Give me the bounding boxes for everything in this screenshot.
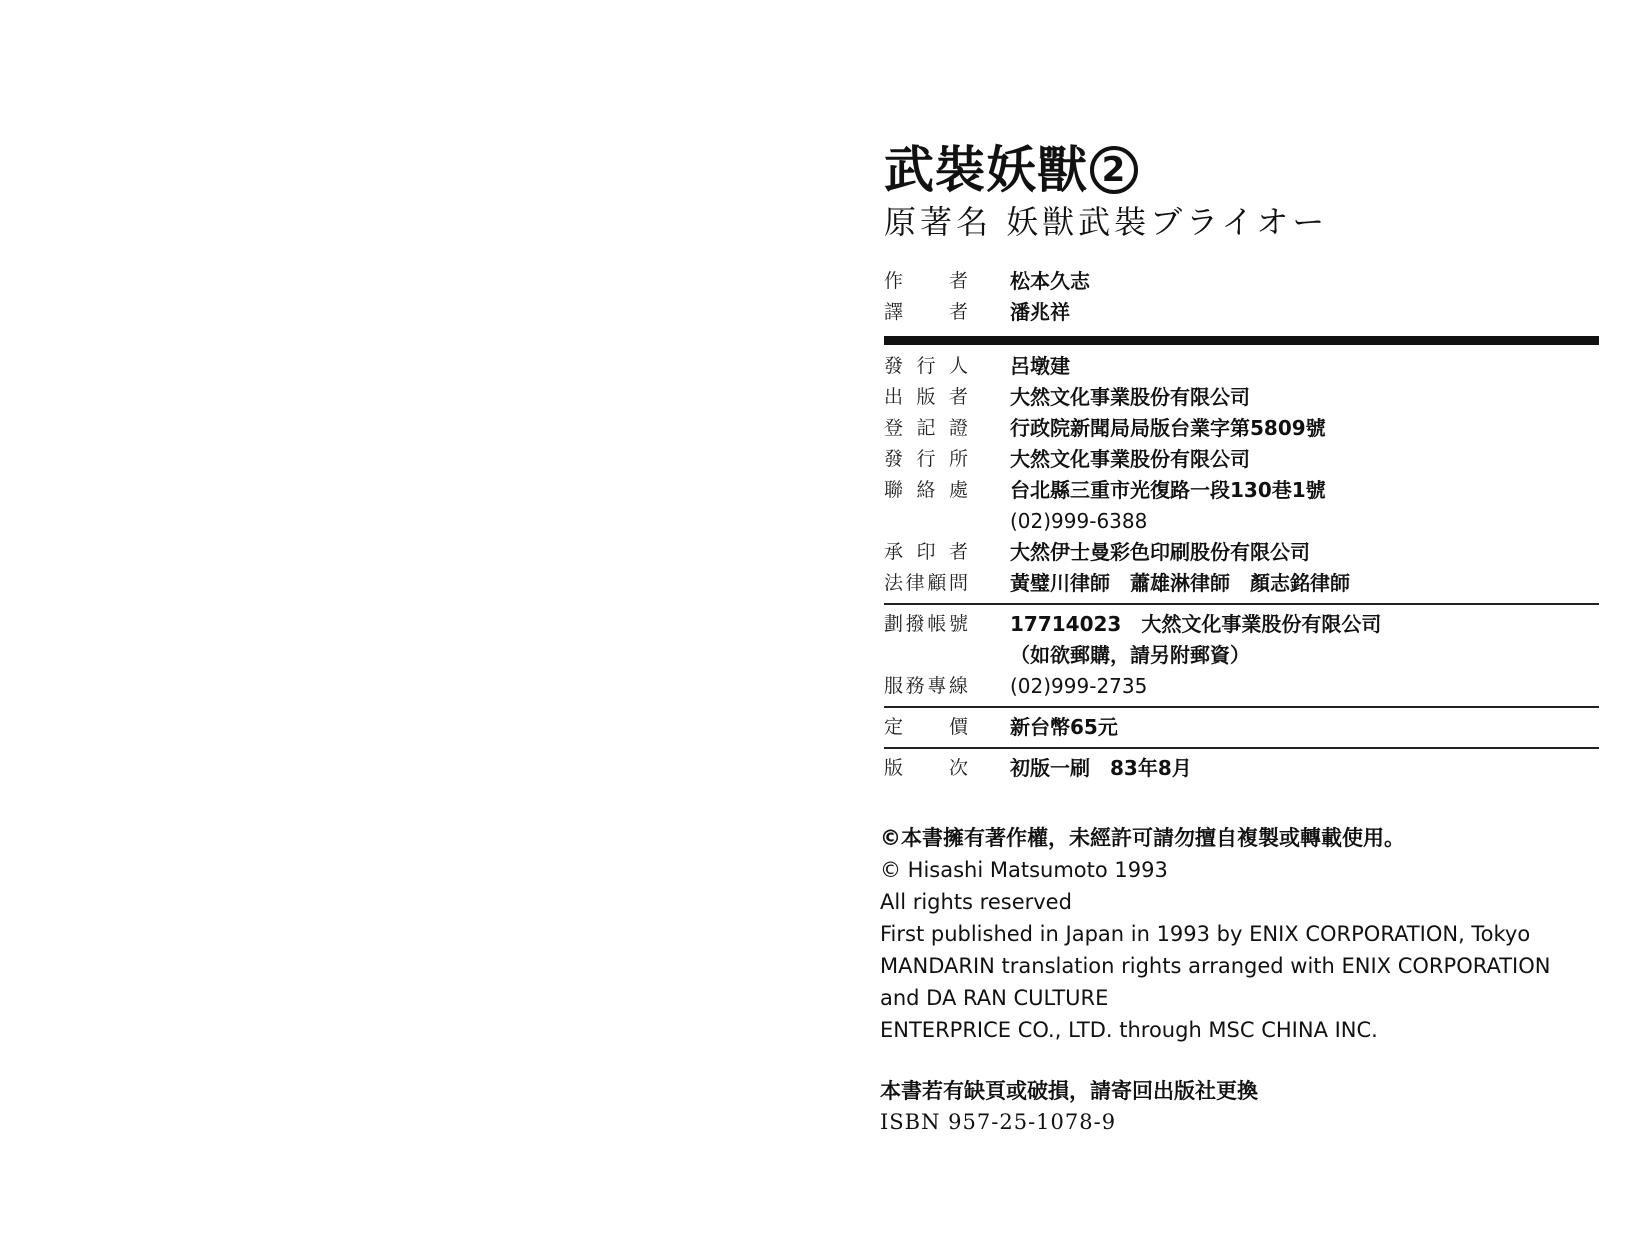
book-title-text: 武裝妖獸 <box>884 141 1088 199</box>
publisher-label: 發行人 <box>884 355 968 377</box>
original-title: 原著名 妖獣武裝ブライオー <box>884 203 1329 241</box>
publisher-value: 台北縣三重市光復路一段130巷1號 <box>1010 478 1326 502</box>
thin-divider <box>884 706 1599 708</box>
colophon-block <box>884 140 1599 784</box>
publisher-value: 大然伊士曼彩色印刷股份有限公司 <box>1010 540 1310 564</box>
credit-value: 潘兆祥 <box>1010 300 1070 324</box>
publisher-section <box>884 351 1599 599</box>
publisher-row <box>884 537 1599 568</box>
book-title <box>884 140 1599 200</box>
payment-row <box>884 640 1599 671</box>
payment-label: 劃撥帳號 <box>884 613 968 635</box>
edition-label: 版 次 <box>884 757 968 779</box>
isbn: ISBN 957-25-1078-9 <box>880 1110 1117 1134</box>
price-label: 定 價 <box>884 716 968 738</box>
copyright-line: ENTERPRICE CO., LTD. through MSC CHINA INC. <box>880 1018 1378 1042</box>
credit-value: 松本久志 <box>1010 269 1090 293</box>
publisher-row <box>884 382 1599 413</box>
payment-row <box>884 609 1599 640</box>
publisher-label: 承印者 <box>884 541 968 563</box>
thin-divider <box>884 603 1599 605</box>
publisher-row <box>884 475 1599 506</box>
thin-divider <box>884 747 1599 749</box>
publisher-value: 行政院新聞局局版台業字第5809號 <box>1010 416 1326 440</box>
publisher-label: 法律顧問 <box>884 572 968 594</box>
publisher-row <box>884 413 1599 444</box>
copyright-notes <box>880 822 1600 1046</box>
copyright-line: All rights reserved <box>880 890 1072 914</box>
publisher-value: 大然文化事業股份有限公司 <box>1010 447 1250 471</box>
copyright-notice-cn: ©本書擁有著作權，未經許可請勿擅自複製或轉載使用。 <box>880 826 1405 850</box>
credit-row-author <box>884 266 1599 297</box>
publisher-row <box>884 506 1599 537</box>
payment-row <box>884 671 1599 702</box>
credit-label: 譯 者 <box>884 301 968 323</box>
payment-value: （如欲郵購，請另附郵資） <box>1010 643 1250 667</box>
credit-label: 作 者 <box>884 270 968 292</box>
publisher-value: 大然文化事業股份有限公司 <box>1010 385 1250 409</box>
credit-row-translator <box>884 297 1599 328</box>
copyright-line: First published in Japan in 1993 by ENIX CORPORATION, Tokyo <box>880 922 1531 946</box>
copyright-line: © Hisashi Matsumoto 1993 <box>880 858 1168 882</box>
defect-notice: 本書若有缺頁或破損，請寄回出版社更換 <box>880 1079 1258 1103</box>
publisher-row <box>884 444 1599 475</box>
publisher-row <box>884 568 1599 599</box>
publisher-value: 黃璧川律師 蕭雄淋律師 顏志銘律師 <box>1010 571 1350 595</box>
publisher-label: 登記證 <box>884 417 968 439</box>
copyright-line: and DA RAN CULTURE <box>880 986 1109 1010</box>
edition-value: 初版一刷 83年8月 <box>1010 756 1192 780</box>
payment-value: (02)999-2735 <box>1010 674 1148 698</box>
publisher-row <box>884 351 1599 382</box>
price-row <box>884 712 1599 743</box>
copyright-line: MANDARIN translation rights arranged with ENIX CORPORATION <box>880 954 1551 978</box>
edition-row <box>884 753 1599 784</box>
payment-section <box>884 609 1599 702</box>
footer-block <box>880 1075 1600 1137</box>
thick-divider <box>884 336 1599 345</box>
volume-number: 2 <box>1090 146 1138 194</box>
price-value: 新台幣65元 <box>1010 715 1118 739</box>
publisher-label: 發行所 <box>884 448 968 470</box>
publisher-label: 聯絡處 <box>884 479 968 501</box>
credits-section <box>884 266 1599 328</box>
payment-value: 17714023 大然文化事業股份有限公司 <box>1010 612 1382 636</box>
payment-label: 服務專線 <box>884 675 968 697</box>
publisher-value: (02)999-6388 <box>1010 509 1148 533</box>
publisher-label: 出版者 <box>884 386 968 408</box>
publisher-value: 呂墩建 <box>1010 354 1070 378</box>
